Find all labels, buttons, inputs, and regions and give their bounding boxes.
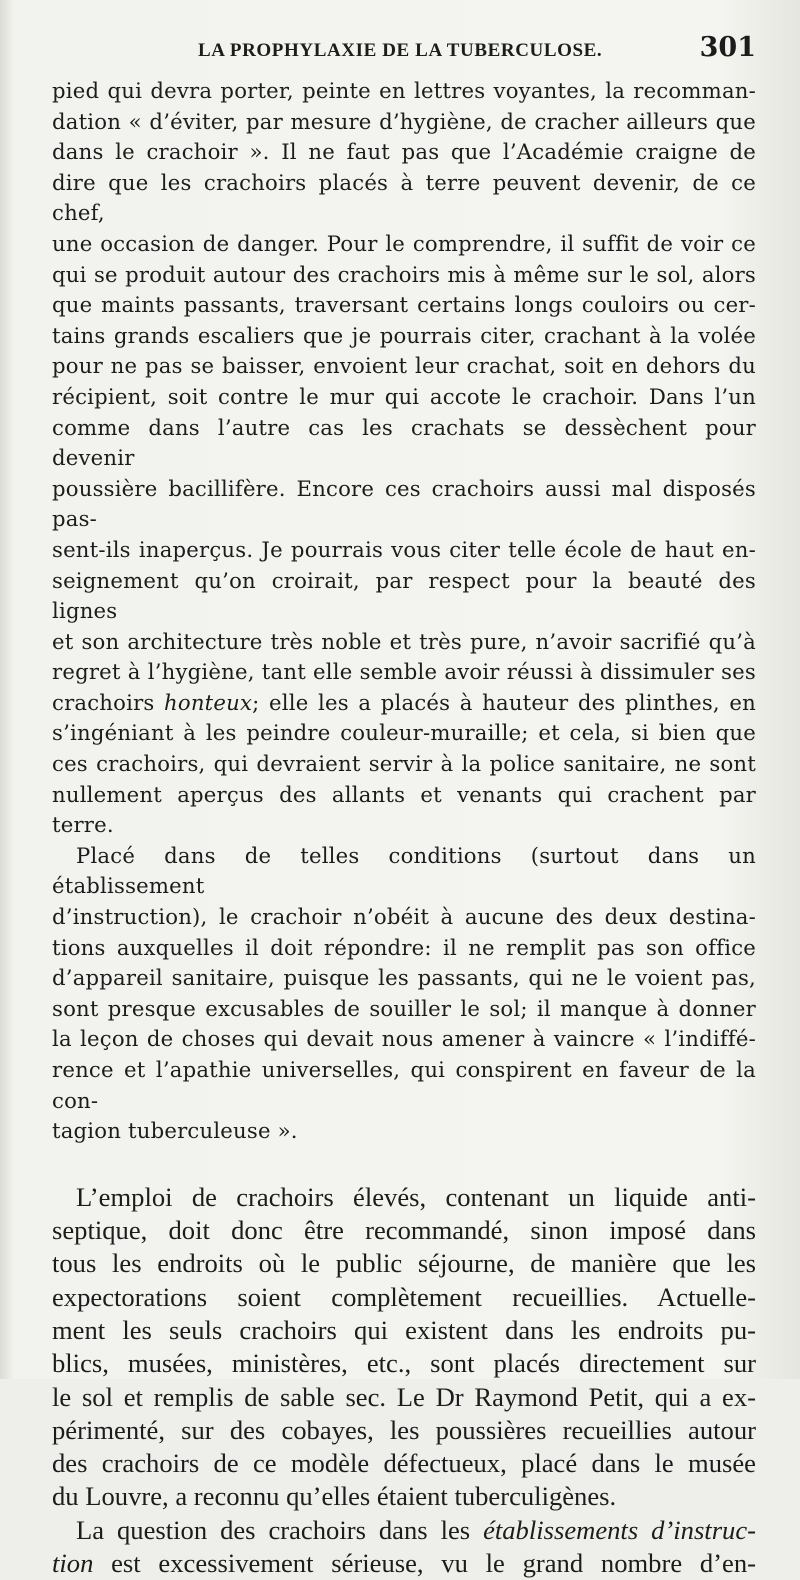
text-line [52,1514,756,1547]
text-line: des crachoirs de ce modèle défectueux, placé dans le musée [52,1448,756,1479]
text-line: dans le crachoir ». Il ne faut pas que l’Académie craigne de [52,139,756,165]
quoted-passage [52,76,756,1147]
running-title: LA PROPHYLAXIE DE LA TUBERCULOSE. [198,40,603,61]
text-line: pied qui devra porter, peinte en lettres voyantes, la recomman- [52,78,756,103]
text-line: ment les seuls crachoirs qui existent dans les endroits pu- [52,1314,756,1345]
page-header [52,32,756,76]
text-line: nullement aperçus des allants et venants qui crachent par terre. [52,781,756,838]
text-line: sent-ils inaperçus. Je pourrais vous citer telle école de haut en- [52,536,756,562]
text-span: est excessivement sérieuse, vu le grand nombre d’en- [93,1548,756,1579]
text-span: La question des crachoirs dans les [76,1514,484,1545]
text-line: septique, doit donc être recommandé, sinon imposé dans [52,1215,756,1246]
text-line: sont presque excusables de souiller le sol; il manque à donner [52,995,756,1021]
italic-phrase: tion [52,1548,94,1579]
text-line: ces crachoirs, qui devraient servir à la police sanitaire, ne sont [52,751,756,777]
text-line: tions auxquelles il doit répondre: il ne remplit pas son office [52,934,756,960]
text-line: d’instruction), le crachoir n’obéit à aucune des deux destina- [52,904,756,930]
text-line [52,688,756,719]
text-line: le sol et remplis de sable sec. Le Dr Raymond Petit, qui a ex- [52,1381,756,1412]
text-line: dire que les crachoirs placés à terre peuvent devenir, de ce chef, [52,169,756,226]
text-line: d’appareil sanitaire, puisque les passants, qui ne le voient pas, [52,965,756,991]
text-line: pour ne pas se baisser, envoient leur crachat, soit en dehors du [52,353,756,379]
text-line: comme dans l’autre cas les crachats se dessèchent pour devenir [52,414,756,471]
text-line [52,1547,756,1580]
text-line: et son architecture très noble et très pure, n’avoir sacrifié qu’à [52,628,756,654]
text-span: ; elle les a placés à hauteur des plinthes, en [252,689,756,715]
text-span: crachoirs [52,689,165,715]
text-line: qui se produit autour des crachoirs mis à même sur le sol, alors [52,261,756,287]
text-line: périmenté, sur des cobayes, les poussières recueillies autour [52,1414,756,1445]
text-line: dation « d’éviter, par mesure d’hygiène, de cracher ailleurs que [52,108,756,134]
text-line: seignement qu’on croirait, par respect pour la beauté des lignes [52,567,756,624]
page-number: 301 [699,32,756,63]
italic-phrase: établissements d’instruc- [483,1514,757,1545]
text-line: tains grands escaliers que je pourrais citer, crachant à la volée [52,322,756,348]
text-line: L’emploi de crachoirs élevés, contenant un liquide anti- [76,1181,756,1212]
text-line: poussière bacillifère. Encore ces crachoirs aussi mal disposés pas- [52,475,756,532]
text-line: expectorations soient complètement recueillies. Actuelle- [52,1281,756,1312]
text-line: blics, musées, ministères, etc., sont placés directement sur [52,1348,756,1379]
text-line: regret à l’hygiène, tant elle semble avoir réussi à dissimuler ses [52,659,756,685]
text-line: Placé dans de telles conditions (surtout dans un établissement [52,842,756,899]
main-text [52,1181,756,1580]
text-line: tagion tuberculeuse ». [52,1118,298,1144]
text-line: la leçon de choses qui devait nous amener à vaincre « l’indiffé- [52,1026,756,1052]
text-line: une occasion de danger. Pour le comprendre, il suffit de voir ce [52,230,756,256]
text-line: du Louvre, a reconnu qu’elles étaient tuberculigènes. [52,1481,617,1512]
text-line: récipient, soit contre le mur qui accote le crachoir. Dans l’un [52,383,756,409]
text-line: rence et l’apathie universelles, qui conspirent en faveur de la con- [52,1057,756,1113]
text-line: s’ingéniant à les peindre couleur-muraille; et cela, si bien que [52,720,756,746]
text-line: que maints passants, traversant certains longs couloirs ou cer- [52,292,756,318]
text-line: tous les endroits où le public séjourne, de manière que les [52,1248,756,1279]
italic-word: honteux [164,689,253,715]
